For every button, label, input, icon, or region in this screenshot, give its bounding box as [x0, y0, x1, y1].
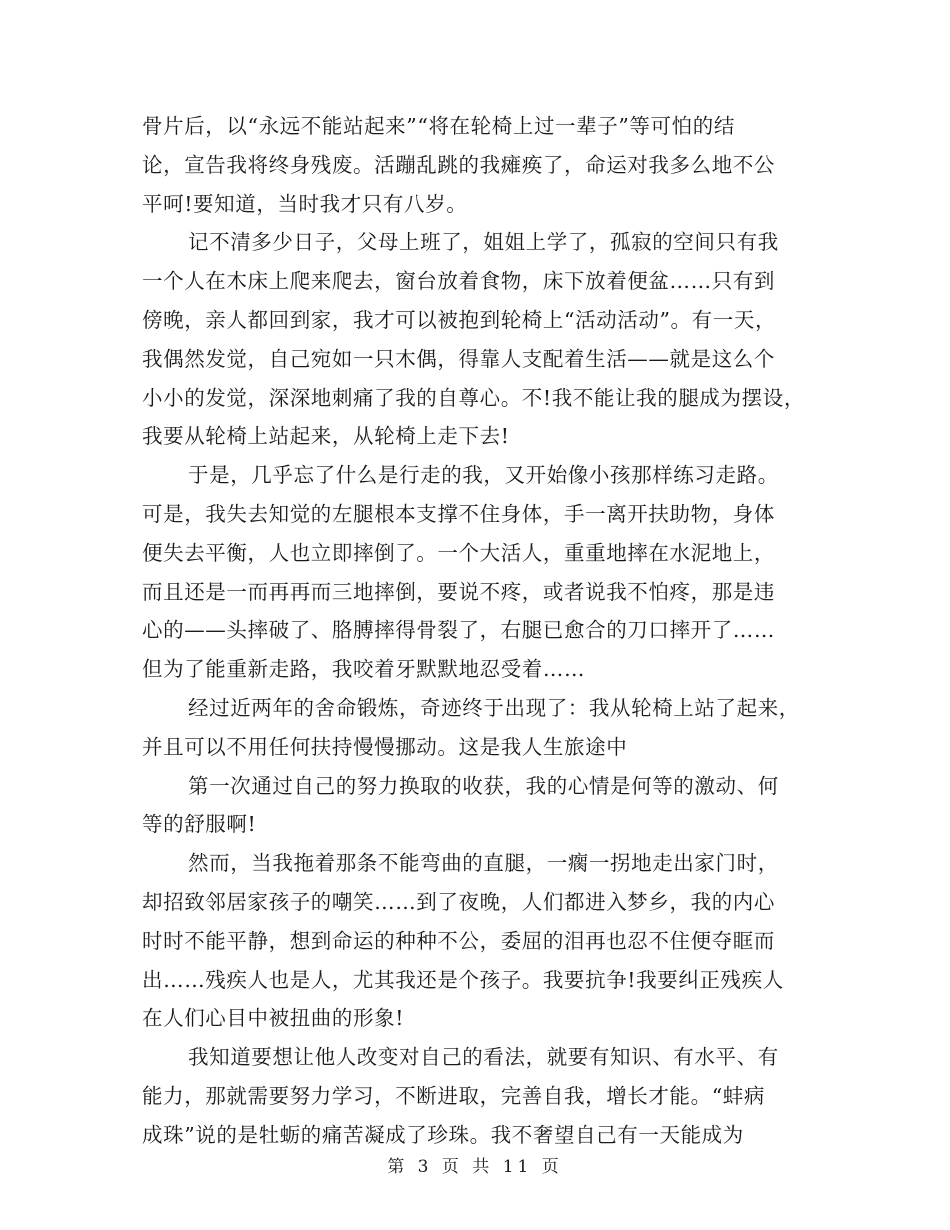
text-line: 记不清多少日子，父母上班了，姐姐上学了，孤寂的空间只有我 — [188, 230, 779, 255]
footer-suffix: 页 — [541, 1157, 563, 1177]
text-line: 一个人在木床上爬来爬去，窗台放着食物，床下放着便盆……只有到 — [142, 269, 775, 294]
text-line: 却招致邻居家孩子的嘲笑……到了夜晚，人们都进入梦乡，我的内心 — [142, 889, 775, 914]
text-line: 经过近两年的舍命锻炼，奇迹终于出现了：我从轮椅上站了起来， — [188, 695, 800, 720]
text-line: 心的——头摔破了、胳膊摔得骨裂了，右腿已愈合的刀口摔开了…… — [142, 618, 775, 643]
text-line: 平呵!要知道，当时我才只有八岁。 — [142, 191, 468, 216]
total-pages-number: 11 — [502, 1157, 533, 1177]
text-line: 论，宣告我将终身残废。活蹦乱跳的我瘫痪了，命运对我多么地不公 — [142, 152, 775, 177]
text-line: 然而，当我拖着那条不能弯曲的直腿，一瘸一拐地走出家门时， — [188, 851, 779, 876]
text-line: 可是，我失去知觉的左腿根本支撑不住身体，手一离开扶助物，身体 — [142, 501, 775, 526]
text-line: 于是，几乎忘了什么是行走的我，又开始像小孩那样练习走路。 — [188, 463, 779, 488]
text-line: 第一次通过自己的努力换取的收获，我的心情是何等的激动、何 — [188, 773, 779, 798]
footer-prefix: 第 — [387, 1157, 409, 1177]
text-line: 我要从轮椅上站起来，从轮椅上走下去! — [142, 424, 510, 449]
text-line: 我知道要想让他人改变对自己的看法，就要有知识、有水平、有 — [188, 1045, 779, 1070]
body-text — [142, 107, 822, 1155]
text-line: 能力，那就需要努力学习，不断进取，完善自我，增长才能。“蚌病 — [142, 1083, 765, 1108]
text-line: 小小的发觉，深深地刺痛了我的自尊心。不!我不能让我的腿成为摆设， — [142, 385, 805, 410]
text-line: 骨片后，以“永远不能站起来”“将在轮椅上过一辈子”等可怕的结 — [142, 114, 735, 138]
text-line: 在人们心目中被扭曲的形象! — [142, 1006, 405, 1031]
text-line: 等的舒服啊! — [142, 812, 257, 837]
text-line: 并且可以不用任何扶持慢慢挪动。这是我人生旅途中 — [142, 734, 628, 759]
text-line: 而且还是一而再再而三地摔倒，要说不疼，或者说我不怕疼，那是违 — [142, 579, 775, 604]
text-line: 我偶然发觉，自己宛如一只木偶，得靠人支配着生活——就是这么个 — [142, 346, 775, 371]
current-page-number: 3 — [417, 1157, 433, 1177]
text-line: 便失去平衡，人也立即摔倒了。一个大活人，重重地摔在水泥地上， — [142, 540, 775, 565]
text-line: 出……残疾人也是人，尤其我还是个孩子。我要抗争!我要纠正残疾人 — [142, 967, 784, 992]
page-footer — [0, 1152, 950, 1177]
text-line: 但为了能重新走路，我咬着牙默默地忍受着…… — [142, 657, 586, 682]
text-line: 时时不能平静，想到命运的种种不公，委屈的泪再也忍不住便夺眶而 — [142, 928, 775, 953]
text-line: 傍晚，亲人都回到家，我才可以被抱到轮椅上“活动活动”。有一天， — [142, 307, 777, 332]
footer-middle: 页 共 — [441, 1157, 494, 1177]
text-line: 成珠”说的是牡蛎的痛苦凝成了珍珠。我不奢望自己有一天能成为 — [142, 1122, 744, 1147]
